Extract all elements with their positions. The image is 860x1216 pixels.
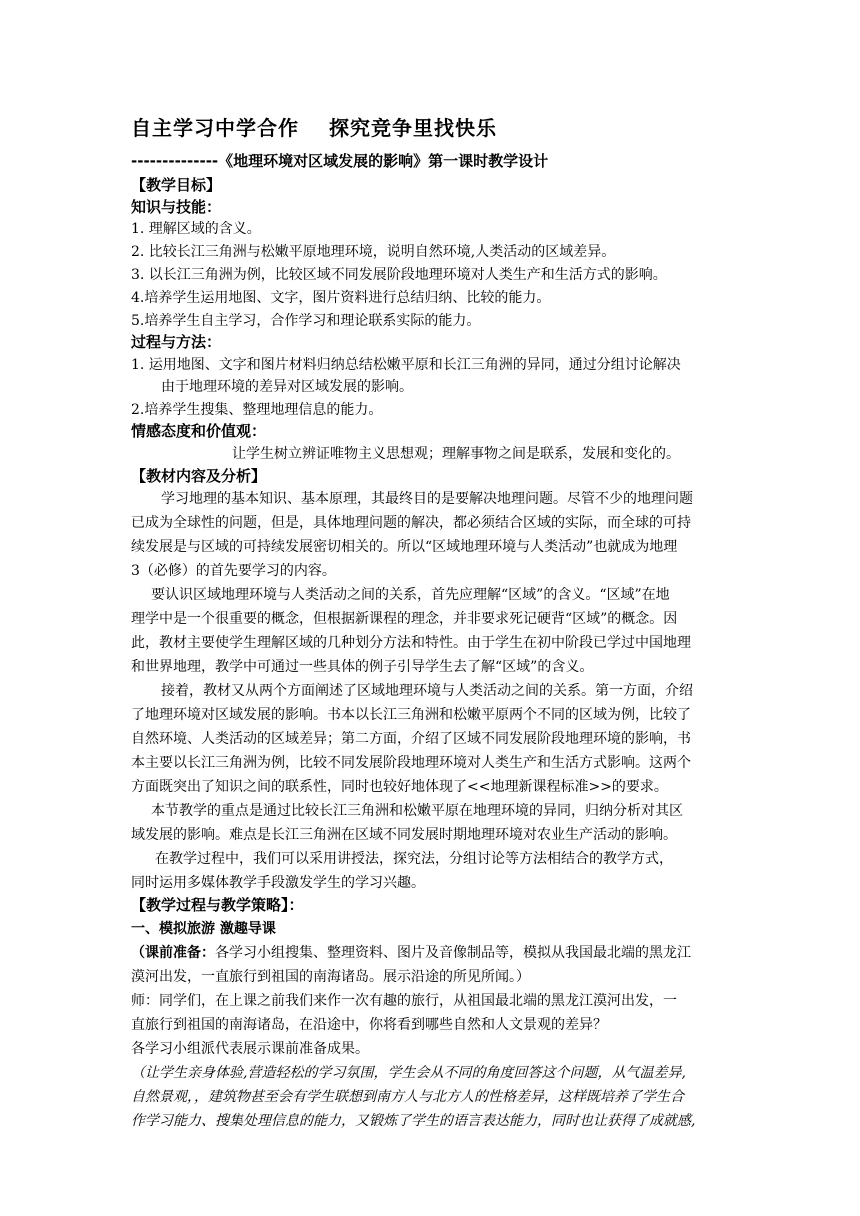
teacher-line: 直旅行到祖国的南海诸岛，在沿途中，你将看到哪些自然和人文景观的差异？ [131,1017,607,1033]
prep-line [131,942,691,964]
analysis-line: 3（必修）的首先要学习的内容。 [131,563,336,579]
analysis-line: 本主要以长江三角洲为例，比较不同发展阶段地理环境对人类生产和生活方式影响。这两个 [131,755,691,771]
analysis-line: 方面既突出了知识之间的联系性，同时也较好地体现了<<地理新课程标准>>的要求。 [131,779,668,795]
process-heading: 过程与方法： [131,333,222,351]
teacher-line: 师：同学们，在上课之前我们来作一次有趣的旅行，从祖国最北端的黑龙江漠河出发，一 [131,993,677,1009]
analysis-line: 同时运用多媒体教学手段激发学生的学习兴趣。 [131,875,425,891]
title-left: 自主学习中学合作 [131,116,299,140]
document-subtitle: --------------《地理环境对区域发展的影响》第一课时教学设计 [131,152,549,170]
analysis-line: 了地理环境对区域发展的影响。书本以长江三角洲和松嫩平原两个不同的区域为例，比较了 [131,707,691,723]
prep-label: （课前准备： [131,945,215,961]
prep-text: 各学习小组搜集、整理资料、图片及音像制品等，模拟从我国最北端的黑龙江 [215,945,691,961]
analysis-line: 在教学过程中，我们可以采用讲授法，探究法，分组讨论等方法相结合的教学方式， [155,851,673,867]
process-item-continuation: 由于地理环境的差异对区域发展的影响。 [161,379,413,395]
emotion-heading: 情感态度和价值观： [131,422,267,440]
note-line: 自然景观，，建筑物甚至会有学生联想到南方人与北方人的性格差异，这样既培养了学生合 [131,1089,684,1105]
analysis-line: 自然环境、人类活动的区域差异；第二方面，介绍了区域不同发展阶段地理环境的影响，书 [131,731,691,747]
process-item: 1. 运用地图、文字和图片材料归纳总结松嫩平原和长江三角洲的异同，通过分组讨论解决 [131,357,681,373]
step1-heading: 一、模拟旅游 激趣导课 [131,921,276,937]
note-line: 作学习能力、搜集处理信息的能力，又锻炼了学生的语言表达能力，同时也让获得了成就感, [131,1113,696,1129]
knowledge-heading: 知识与技能： [131,198,222,216]
knowledge-item: 3. 以长江三角洲为例，比较区域不同发展阶段地理环境对人类生产和生活方式的影响。 [131,267,667,283]
analysis-line: 域发展的影响。难点是长江三角洲在区域不同发展时期地理环境对农业生产活动的影响。 [131,827,677,843]
prep-line: 漠河出发，一直旅行到祖国的南海诸岛。展示沿途的所见所闻。） [131,969,530,985]
knowledge-item: 2. 比较长江三角洲与松嫩平原地理环境，说明自然环境,人类活动的区域差异。 [131,244,616,260]
knowledge-item: 5.培养学生自主学习，合作学习和理论联系实际的能力。 [131,313,481,329]
section-analysis-heading: 【教材内容及分析】 [131,467,267,485]
knowledge-item: 1. 理解区域的含义。 [131,221,261,237]
title-right: 探究竞争里找快乐 [329,116,497,140]
knowledge-item: 4.培养学生运用地图、文字，图片资料进行总结归纳、比较的能力。 [131,290,551,306]
note-line: （让学生亲身体验,营造轻松的学习氛围，学生会从不同的角度回答这个问题，从气温差异, [131,1065,686,1081]
teacher-line: 各学习小组派代表展示课前准备成果。 [131,1041,369,1057]
analysis-line: 已成为全球性的问题，但是，具体地理问题的解决，都必须结合区域的实际，而全球的可持 [131,515,691,531]
document-title [131,113,497,143]
analysis-line: 和世界地理，教学中可通过一些具体的例子引导学生去了解“区域”的含义。 [131,659,594,675]
section-goals-heading: 【教学目标】 [131,176,222,194]
analysis-line: 续发展是与区域的可持续发展密切相关的。所以“区域地理环境与人类活动”也就成为地理 [131,539,678,555]
analysis-line: 要认识区域地理环境与人类活动之间的关系，首先应理解“区域”的含义。“区域”在地 [151,587,670,603]
process-item: 2.培养学生搜集、整理地理信息的能力。 [131,402,383,418]
analysis-line: 本节教学的重点是通过比较长江三角洲和松嫩平原在地理环境的异同，归纳分析对其区 [151,803,683,819]
analysis-line: 理学中是一个很重要的概念，但根据新课程的理念，并非要求死记硬背“区域”的概念。因 [131,611,678,627]
analysis-line: 接着，教材又从两个方面阐述了区域地理环境与人类活动之间的关系。第一方面，介绍 [161,683,693,699]
emotion-text: 让学生树立辨证唯物主义思想观；理解事物之间是联系，发展和变化的。 [232,446,680,462]
analysis-line: 此，教材主要使学生理解区域的几种划分方法和特性。由于学生在初中阶段已学过中国地理 [131,635,691,651]
analysis-line: 学习地理的基本知识、基本原理，其最终目的是要解决地理问题。尽管不少的地理问题 [161,491,693,507]
section-strategy-heading: 【教学过程与教学策略】： [131,896,304,914]
